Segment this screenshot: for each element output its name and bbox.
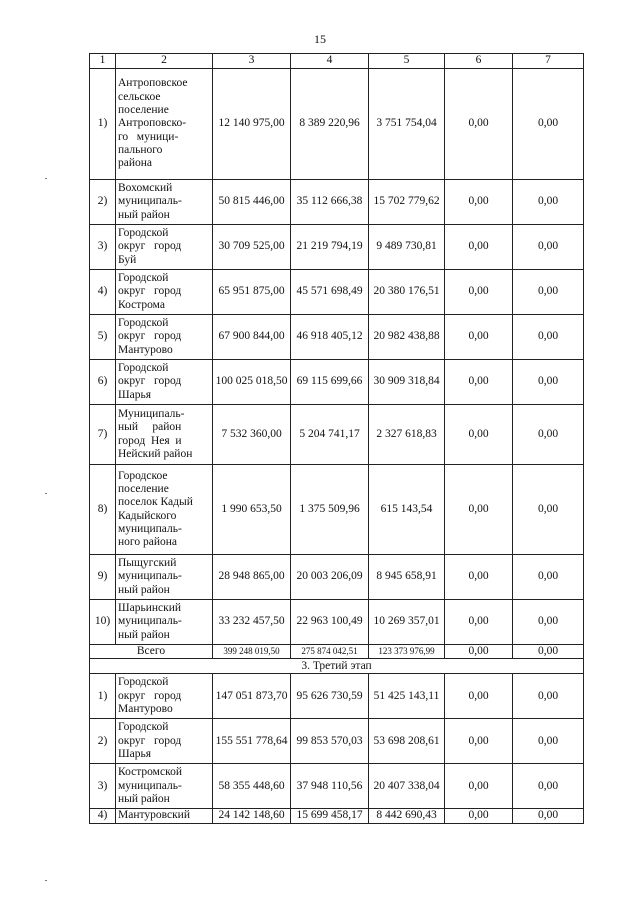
amount-cell-c6: 0,00 [445,674,513,719]
amount-cell-c3: 12 140 975,00 [213,69,291,180]
amount-cell-c7: 0,00 [513,465,584,555]
name-line: округ город [118,240,182,253]
amount-cell-c3: 28 948 865,00 [213,555,291,600]
amount-cell-c7: 0,00 [513,180,584,225]
amount-cell-c3: 30 709 525,00 [213,225,291,270]
row-number: 4) [90,809,116,823]
municipality-name [116,600,213,645]
amount-cell-c6: 0,00 [445,405,513,465]
name-line: Шарья [118,388,151,401]
table-row [90,465,584,555]
row-number: 1) [90,69,116,180]
header-cell: 2 [116,54,213,69]
amount-cell-c4: 1 375 509,96 [291,465,369,555]
amount-cell-c5: 2 327 618,83 [369,405,445,465]
header-cell: 4 [291,54,369,69]
municipality-name [116,405,213,465]
amount-cell-c5: 20 380 176,51 [369,270,445,315]
amount-cell-c4: 15 699 458,17 [291,809,369,823]
municipality-name [116,225,213,270]
amount-cell-c7: 0,00 [513,315,584,360]
amount-cell-c6: 0,00 [445,719,513,764]
amount-cell-c3: 1 990 653,50 [213,465,291,555]
amount-cell-c6: 0,00 [445,270,513,315]
amount-cell-c4: 35 112 666,38 [291,180,369,225]
row-number: 6) [90,360,116,405]
page-number: 15 [314,32,326,46]
amount-cell-c5: 8 945 658,91 [369,555,445,600]
name-line: округ город [118,734,182,747]
amount-cell-c3: 147 051 873,70 [213,674,291,719]
amount-cell-c5: 15 702 779,62 [369,180,445,225]
amount-cell-c5: 9 489 730,81 [369,225,445,270]
name-line: Кадыйского [118,509,177,522]
amount-cell-c4: 45 571 698,49 [291,270,369,315]
amount-cell-c4: 46 918 405,12 [291,315,369,360]
row-number: 2) [90,719,116,764]
scan-mark [45,178,47,179]
stage-title: 3. Третий этап [90,659,584,674]
total-c3: 399 248 019,50 [213,645,291,659]
table-row [90,270,584,315]
amount-cell-c3: 100 025 018,50 [213,360,291,405]
name-line: поселение [118,104,169,117]
total-row [90,645,584,659]
header-cell: 7 [513,54,584,69]
name-line: муниципаль- [118,195,182,208]
amount-cell-c5: 8 442 690,43 [369,809,445,823]
municipality-name [116,719,213,764]
budget-table [89,53,584,824]
name-line: ный район [118,421,182,434]
amount-cell-c4: 99 853 570,03 [291,719,369,764]
header-cell: 1 [90,54,116,69]
amount-cell-c7: 0,00 [513,270,584,315]
total-c4: 275 874 042,51 [291,645,369,659]
name-line: муниципаль- [118,522,182,535]
table-row [90,764,584,809]
row-number: 4) [90,270,116,315]
table-row [90,180,584,225]
table-row [90,225,584,270]
header-cell: 5 [369,54,445,69]
amount-cell-c5: 51 425 143,11 [369,674,445,719]
name-line: Городской [118,317,169,330]
amount-cell-c7: 0,00 [513,360,584,405]
amount-cell-c6: 0,00 [445,225,513,270]
amount-cell-c6: 0,00 [445,315,513,360]
name-line: района [118,157,153,170]
row-number: 10) [90,600,116,645]
amount-cell-c3: 50 815 446,00 [213,180,291,225]
amount-cell-c5: 20 982 438,88 [369,315,445,360]
amount-cell-c3: 65 951 875,00 [213,270,291,315]
table-row [90,674,584,719]
row-number: 9) [90,555,116,600]
municipality-name [116,555,213,600]
header-row [90,54,584,69]
name-line: Шарьинский [118,602,182,615]
municipality-name [116,360,213,405]
amount-cell-c7: 0,00 [513,225,584,270]
table-row [90,69,584,180]
municipality-name [116,465,213,555]
amount-cell-c6: 0,00 [445,69,513,180]
name-line: Костромской [118,766,182,779]
amount-cell-c5: 10 269 357,01 [369,600,445,645]
name-line: пального [118,143,163,156]
amount-cell-c3: 58 355 448,60 [213,764,291,809]
name-line: Городской [118,362,169,375]
table-row [90,555,584,600]
amount-cell-c4: 5 204 741,17 [291,405,369,465]
scan-mark [45,493,47,494]
amount-cell-c7: 0,00 [513,764,584,809]
amount-cell-c4: 21 219 794,19 [291,225,369,270]
amount-cell-c3: 24 142 148,60 [213,809,291,823]
amount-cell-c7: 0,00 [513,69,584,180]
name-line: муниципаль- [118,779,182,792]
name-line: Муниципаль- [118,407,185,420]
municipality-name [116,180,213,225]
name-line: го муници- [118,130,179,143]
name-line: Буй [118,253,137,266]
stage-row [90,659,584,674]
name-line: округ город [118,375,182,388]
row-number: 1) [90,674,116,719]
name-line: Вохомский [118,182,173,195]
name-line: Городской [118,272,169,285]
amount-cell-c6: 0,00 [445,555,513,600]
amount-cell-c7: 0,00 [513,405,584,465]
total-label: Всего [90,645,213,659]
row-number: 2) [90,180,116,225]
row-number: 3) [90,764,116,809]
amount-cell-c3: 7 532 360,00 [213,405,291,465]
municipality-name [116,315,213,360]
municipality-name [116,809,213,823]
row-number: 7) [90,405,116,465]
amount-cell-c6: 0,00 [445,465,513,555]
municipality-name [116,270,213,315]
total-c5: 123 373 976,99 [369,645,445,659]
amount-cell-c3: 33 232 457,50 [213,600,291,645]
name-line: Кострома [118,298,165,311]
amount-cell-c5: 30 909 318,84 [369,360,445,405]
row-number: 5) [90,315,116,360]
name-line: ный район [118,792,170,805]
row-number: 3) [90,225,116,270]
name-line: ный район [118,583,170,596]
name-line: Городской [118,721,169,734]
amount-cell-c7: 0,00 [513,719,584,764]
name-line: сельское [118,90,161,103]
name-line: Мантурово [118,343,173,356]
name-line: Мантуровский [118,809,190,822]
amount-cell-c6: 0,00 [445,180,513,225]
table-row [90,719,584,764]
municipality-name [116,764,213,809]
amount-cell-c5: 615 143,54 [369,465,445,555]
name-line: Городской [118,676,169,689]
header-cell: 3 [213,54,291,69]
name-line: ного района [118,536,177,549]
amount-cell-c7: 0,00 [513,555,584,600]
amount-cell-c5: 20 407 338,04 [369,764,445,809]
table-row [90,600,584,645]
amount-cell-c3: 67 900 844,00 [213,315,291,360]
name-line: ный район [118,208,170,221]
amount-cell-c5: 53 698 208,61 [369,719,445,764]
name-line: муниципаль- [118,570,182,583]
table-row [90,405,584,465]
amount-cell-c7: 0,00 [513,674,584,719]
municipality-name [116,674,213,719]
table-row [90,315,584,360]
name-line: Антроповское [118,77,188,90]
amount-cell-c4: 69 115 699,66 [291,360,369,405]
total-c6: 0,00 [445,645,513,659]
name-line: Городской [118,227,169,240]
amount-cell-c6: 0,00 [445,600,513,645]
amount-cell-c6: 0,00 [445,360,513,405]
name-line: Мантурово [118,702,173,715]
name-line: город Нея и [118,434,182,447]
name-line: Шарья [118,747,151,760]
amount-cell-c5: 3 751 754,04 [369,69,445,180]
amount-cell-c4: 8 389 220,96 [291,69,369,180]
row-number: 8) [90,465,116,555]
name-line: округ город [118,285,182,298]
total-c7: 0,00 [513,645,584,659]
municipality-name [116,69,213,180]
name-line: Пыщугский [118,557,177,570]
amount-cell-c7: 0,00 [513,600,584,645]
amount-cell-c4: 37 948 110,56 [291,764,369,809]
header-cell: 6 [445,54,513,69]
amount-cell-c6: 0,00 [445,809,513,823]
name-line: ный район [118,628,170,641]
name-line: округ город [118,330,182,343]
name-line: муниципаль- [118,615,182,628]
name-line: поселок Кадый [118,496,193,509]
amount-cell-c7: 0,00 [513,809,584,823]
amount-cell-c4: 20 003 206,09 [291,555,369,600]
name-line: округ город [118,689,182,702]
table-row [90,360,584,405]
scan-mark [45,880,47,881]
amount-cell-c3: 155 551 778,64 [213,719,291,764]
name-line: Городское [118,469,168,482]
name-line: поселение [118,482,169,495]
amount-cell-c4: 95 626 730,59 [291,674,369,719]
amount-cell-c6: 0,00 [445,764,513,809]
amount-cell-c4: 22 963 100,49 [291,600,369,645]
name-line: Антроповско- [118,117,187,130]
table-row [90,809,584,823]
name-line: Нейский район [118,447,193,460]
